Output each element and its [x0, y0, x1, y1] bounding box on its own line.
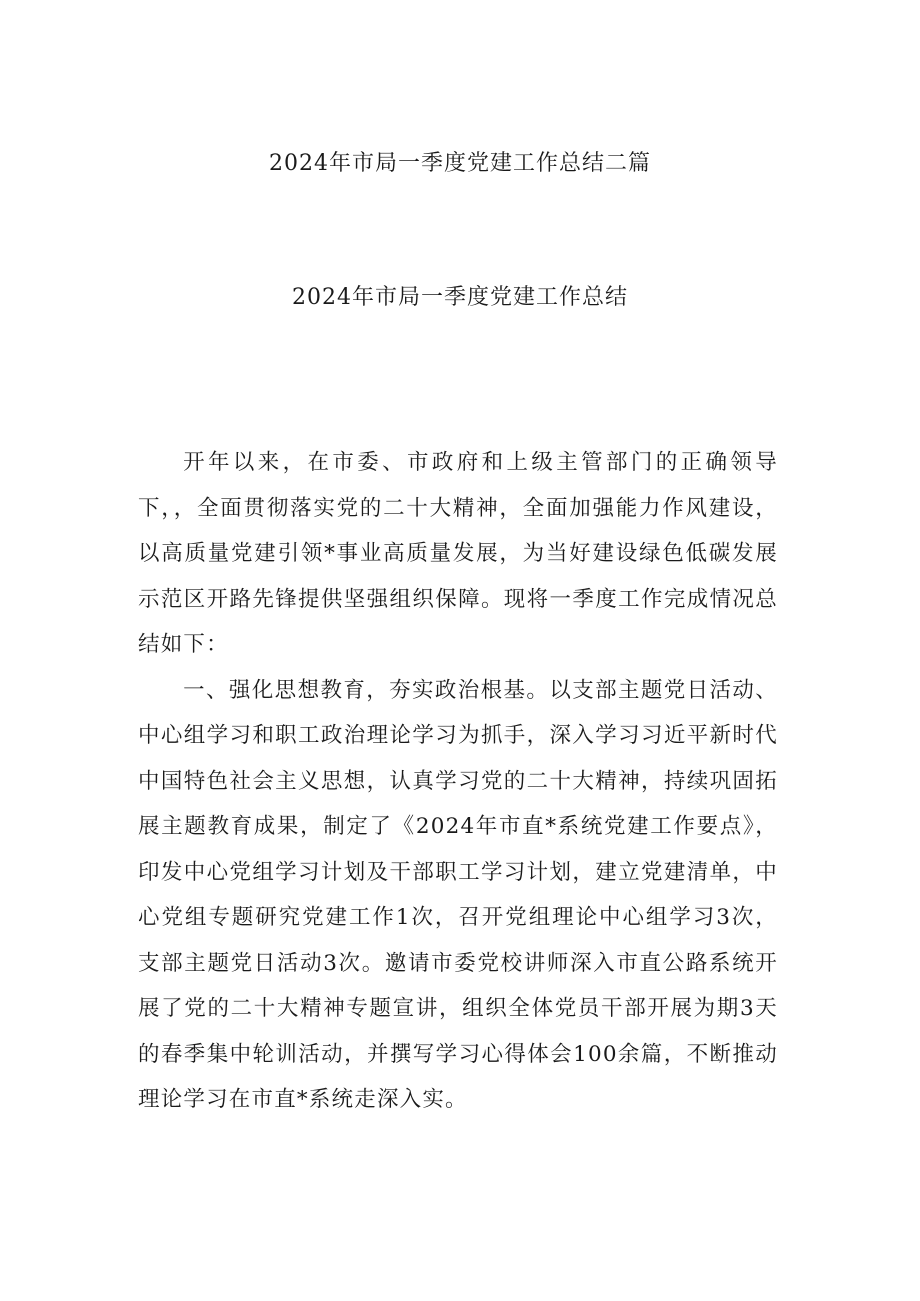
- document-subtitle: 2024年市局一季度党建工作总结: [292, 285, 628, 310]
- paragraph-section-1: 一、强化思想教育，夯实政治根基。以支部主题党日活动、中心组学习和职工政治理论学习为抓手，深入学习习近平新时代中国特色社会主义思想，认真学习党的二十大精神，持续巩固拓展主题教育成果，制定了《2024年市直*系统党建工作要点》，印发中心党组学习计划及干部职工学习计划，建立党建清单，中心党组专题研究党建工作1次，召开党组理论中心组学习3次，支部主题党日活动3次。邀请市委党校讲师深入市直公路系统开展了党的二十大精神专题宣讲，组织全体党员干部开展为期3天的春季集中轮训活动，并撰写学习心得体会100余篇，不断推动理论学习在市直*系统走深入实。: [138, 677, 778, 1112]
- document-body: [138, 440, 778, 1123]
- document-title: 2024年市局一季度党建工作总结二篇: [269, 151, 651, 176]
- paragraph-intro: 开年以来，在市委、市政府和上级主管部门的正确领导下，，全面贯彻落实党的二十大精神，全面加强能力作风建设，以高质量党建引领*事业高质量发展，为当好建设绿色低碳发展示范区开路先锋提供坚强组织保障。现将一季度工作完成情况总结如下：: [138, 450, 778, 657]
